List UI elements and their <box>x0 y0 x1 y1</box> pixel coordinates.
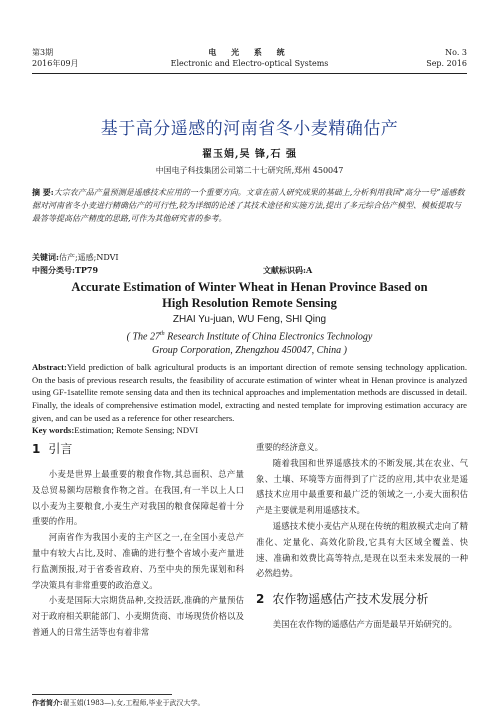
section-number: 1 <box>32 442 41 456</box>
header-issue-en: No. 3 <box>445 48 467 57</box>
header-issue-cn: 第3期 <box>32 48 54 57</box>
section-number: 2 <box>256 592 265 607</box>
affiliation-en-line2: Group Corporation, Zhengzhou 450047, China ) <box>152 345 347 357</box>
keywords-cn-value: 估产;遥感;NDVI <box>58 253 119 262</box>
abstract-en <box>32 361 467 425</box>
paragraph: 随着我国和世界遥感技术的不断发展,其在农业、气象、土壤、环境等方面得到了广泛的应用,其中农业是遥感技术应用中最重要和最广泛的领域之一,小麦大面积估产是主要就是利用遥感技术。 <box>256 457 468 516</box>
footnote-text: 翟玉娟(1983—),女,工程师,毕业于武汉大学。 <box>62 699 205 707</box>
title-en-line2: High Resolution Remote Sensing <box>162 295 337 310</box>
paragraph: 重要的经济意义。 <box>256 442 323 452</box>
abstract-en-text: Yield prediction of balk agricultural products is an important direction of remote sensing technology application. On the basis of previous research results, the feasibility of accurate estimation of winter wheat in Henan province is analyzed using GF-1satellite remote sensing data and then its technical approaches and implementation methods are discussed in detail. Finally, the ideals of comprehensive estimation model, extracting and nested template for improving estimation accuracy are given, and can be used as a reference for other researchers. <box>32 362 467 423</box>
keywords-cn <box>32 252 119 263</box>
paragraph: 遥感技术使小麦估产从现在传统的粗放模式走向了精准化、定量化、高效化阶段,它具有大区域全覆盖、快速、准确和效费比高等特点,是现在以至未来发展的一种必然趋势。 <box>256 520 468 579</box>
header-journal-name <box>0 47 499 69</box>
body-column-left <box>32 440 244 641</box>
section-heading-introduction <box>32 440 244 458</box>
header-rule <box>32 73 467 74</box>
clc-number <box>32 265 98 276</box>
header-date-en: Sep. 2016 <box>426 59 467 68</box>
keywords-cn-label: 关键词: <box>32 252 59 262</box>
body-column-right <box>256 440 468 633</box>
abstract-en-label: Abstract: <box>32 362 67 372</box>
abstract-cn-text: 大宗农产品产量预测是遥感技术应用的一个重要方向。文章在前人研究成果的基础上,分析利用我国“高分一号”遥感数据对河南省冬小麦进行精确估产的可行性,较为详细的论述了其技术途径和实施方法,提出了多元综合估产模型、模板提取与最答等提高估产精度的思路,可作为其他研究者的参考。 <box>32 188 465 224</box>
section-heading-analysis <box>256 590 468 608</box>
paper-title-cn: 基于高分遥感的河南省冬小麦精确估产 <box>100 119 399 139</box>
section-title: 引言 <box>48 442 73 456</box>
doc-code-value: A <box>305 265 313 275</box>
keywords-en-value: Estimation; Remote Sensing; NDVI <box>74 425 199 435</box>
author-footnote <box>32 698 205 708</box>
title-en-line1: Accurate Estimation of Winter Wheat in Henan Province Based on <box>71 280 428 294</box>
abstract-cn <box>32 186 467 226</box>
header-issue-info-en <box>426 47 467 69</box>
paragraph: 小麦是世界上最重要的粮食作物,其总面积、总产量及总贸易额均居粮食作物之首。在我国,有一半以上人口以小麦为主要粮食,小麦生产对我国的粮食保障起着十分重要的作用。 <box>32 469 244 527</box>
journal-name-en: Electronic and Electro-optical Systems <box>170 59 329 68</box>
affiliation-en <box>0 327 499 358</box>
authors-en: ZHAI Yu-juan, WU Feng, SHI Qing <box>172 314 327 325</box>
affiliation-en-rest: Research Institute of China Electronics Technology <box>164 331 373 343</box>
authors-cn: 翟玉娟,吴 锋,石 强 <box>202 149 297 160</box>
clc-label: 中图分类号: <box>32 265 75 275</box>
page-header <box>0 0 499 78</box>
document-code <box>263 265 312 276</box>
paper-title-en <box>0 280 499 311</box>
header-date-cn: 2016年09月 <box>32 59 79 68</box>
affiliation-en-prefix: ( The 27 <box>126 331 160 343</box>
keywords-en <box>32 425 198 435</box>
section-title: 农作物遥感估产技术发展分析 <box>272 592 429 607</box>
paragraph: 小麦是国际大宗期货品种,交投活跃,准确的产量预估对于政府相关职能部门、小麦期货商、市场现货价格以及普通人的日常生活等也有着非常 <box>32 595 244 637</box>
affiliation-cn: 中国电子科技集团公司第二十七研究所,郑州 450047 <box>155 166 344 175</box>
journal-name-cn: 电 光 系 统 <box>208 47 291 57</box>
abstract-cn-label: 摘 要: <box>32 187 54 197</box>
doc-code-label: 文献标识码: <box>263 265 306 275</box>
footnote-label: 作者简介: <box>32 698 63 707</box>
paragraph: 河南省作为我国小麦的主产区之一,在全国小麦总产量中有较大占比,及时、准确的进行整个省域小麦产量进行监测预报,对于省委省政府、乃至中央的预先谋划和科学决策具有非常重要的政治意义。 <box>32 532 244 590</box>
paragraph: 美国在农作物的遥感估产方面是最早开始研究的。 <box>272 619 458 630</box>
footnote-rule <box>32 694 172 695</box>
clc-value: TP79 <box>74 265 99 275</box>
affiliation-en-sup: th <box>159 331 165 337</box>
keywords-en-label: Key words: <box>32 425 75 435</box>
